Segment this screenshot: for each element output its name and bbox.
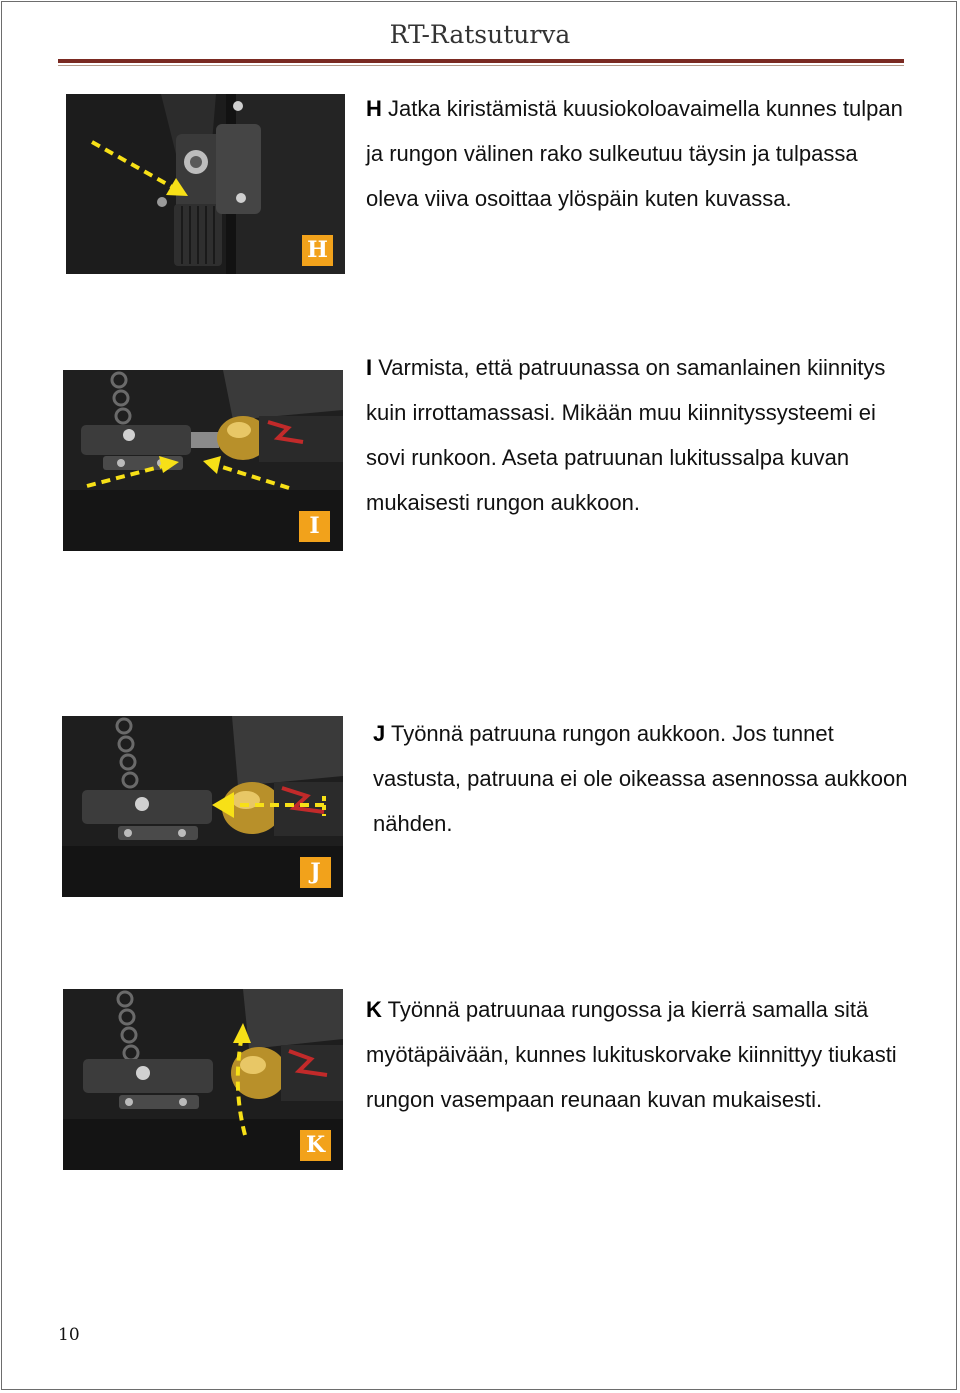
photo-step-i [63,370,343,551]
badge-step-i: I [309,513,320,539]
badge-step-h: H [307,237,328,263]
header-rule [58,59,904,63]
page-number: 10 [58,1325,80,1345]
badge-step-k: K [305,1132,326,1158]
step-h-text [366,86,906,221]
step-letter: K [366,997,382,1022]
header-title: RT-Ratsuturva [389,20,571,49]
photo-step-k [63,989,343,1170]
photo-step-h [66,94,345,274]
step-description: Työnnä patruunaa rungossa ja kierrä samalla sitä myötäpäivään, kunnes lukituskorvake kiinnittyy tiukasti rungon vasempaan reunaan kuvan mukaisesti. [366,997,897,1112]
step-k-text [366,987,906,1122]
header-rule-thin [58,65,904,66]
step-j-text [373,711,913,846]
step-letter: J [373,721,386,746]
badge-step-j: J [310,859,321,885]
step-letter: H [366,96,382,121]
step-letter: I [366,355,373,380]
step-description: Työnnä patruuna rungon aukkoon. Jos tunnet vastusta, patruuna ei ole oikeassa asennossa aukkoon nähden. [373,721,908,836]
step-description: Jatka kiristämistä kuusiokoloavaimella kunnes tulpan ja rungon välinen rako sulkeutuu täysin ja tulpassa oleva viiva osoittaa ylöspäin kuten kuvassa. [366,96,903,211]
step-description: Varmista, että patruunassa on samanlainen kiinnitys kuin irrottamassasi. Mikään muu kiinnityssysteemi ei sovi runkoon. Aseta patruunan lukitussalpa kuvan mukaisesti rungon aukkoon. [366,355,886,515]
photo-step-j [62,716,343,897]
step-i-text [366,345,906,525]
